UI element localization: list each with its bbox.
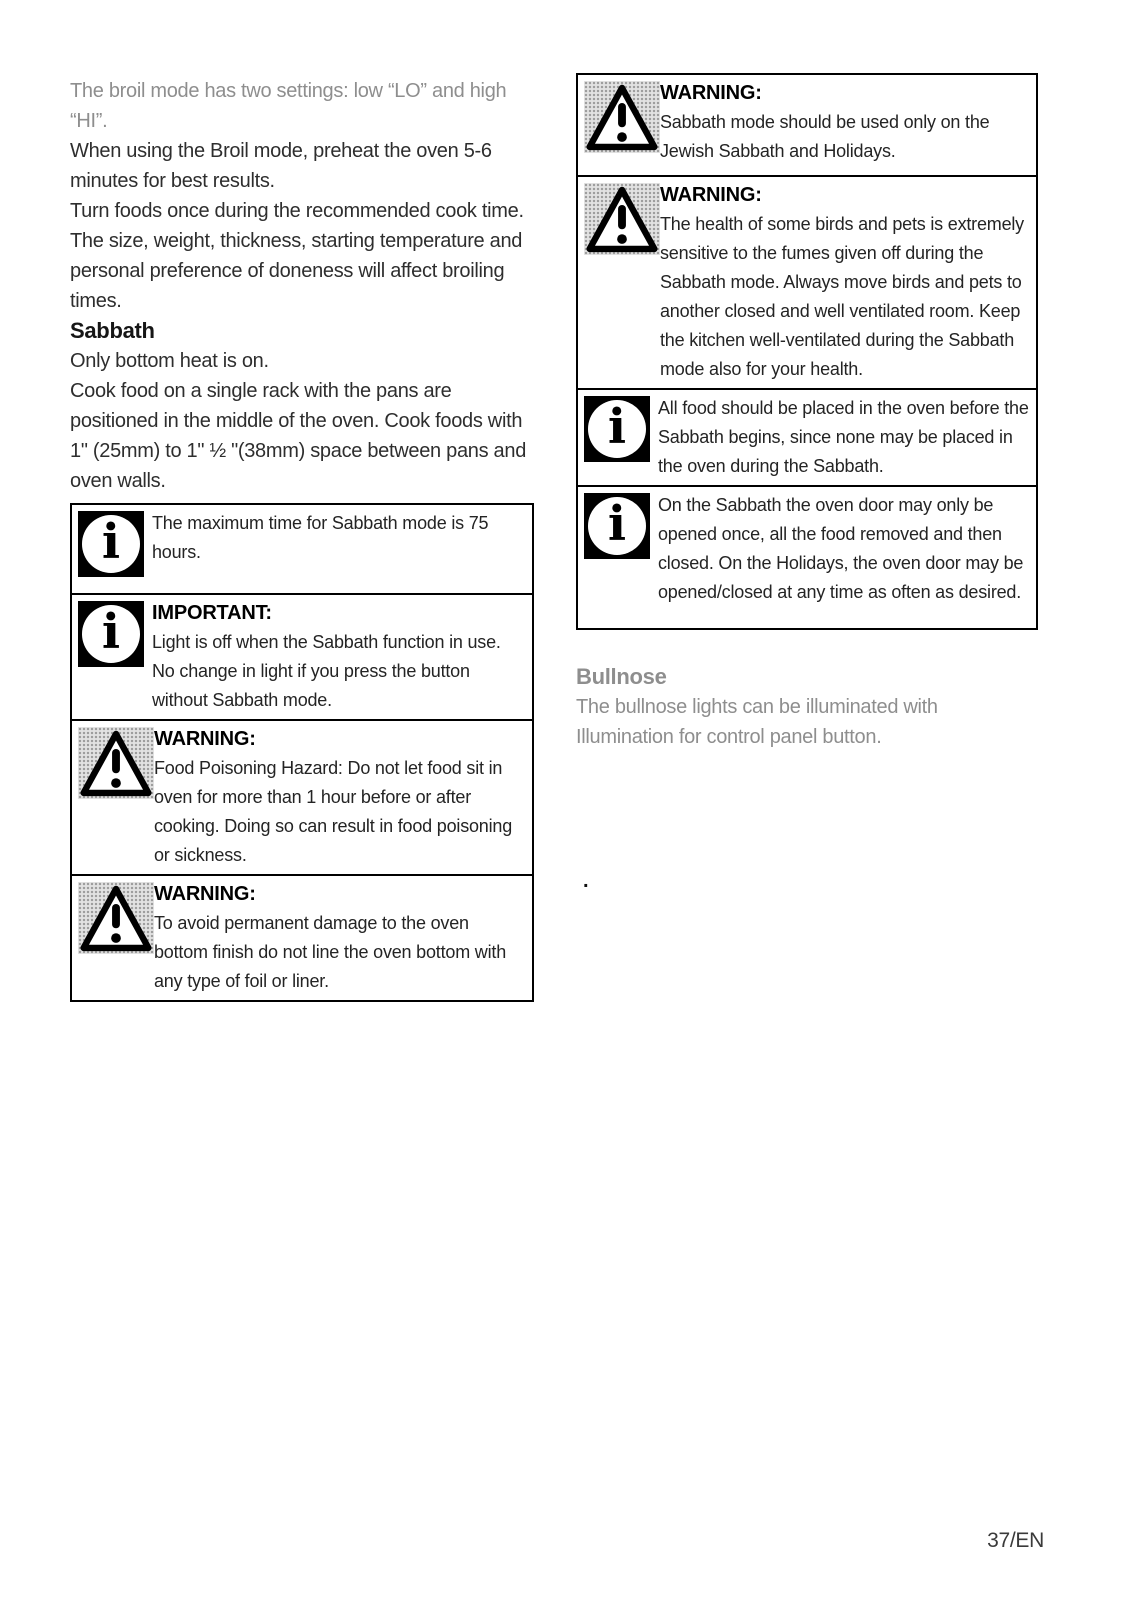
info-icon [78, 511, 144, 577]
sabbath-paragraph: Cook food on a single rack with the pans are positioned in the middle of the oven. Cook foods with 1" (25mm) to 1" ½ "(38mm) space between pans and oven walls. [70, 380, 527, 492]
info-icon-circle [588, 497, 646, 555]
warning-triangle-icon [79, 729, 153, 799]
notice-text: Food Poisoning Hazard: Do not let food sit in oven for more than 1 hour before or after cooking. Doing so can result in food poisoning or sickness. [154, 758, 513, 865]
notice-title: IMPORTANT: [152, 602, 272, 624]
warning-icon [78, 882, 154, 954]
warning-box [70, 874, 534, 1002]
broil-preheat-paragraph: When using the Broil mode, preheat the oven 5-6 minutes for best results. [70, 140, 492, 192]
right-column [576, 73, 1038, 752]
notice-body [660, 75, 1036, 175]
broil-turn-paragraph: Turn foods once during the recommended cook time. [70, 200, 524, 222]
notice-text: The maximum time for Sabbath mode is 75 hours. [152, 513, 489, 562]
notice-title: WARNING: [660, 82, 762, 104]
icon-column [72, 876, 154, 1000]
notice-text: To avoid permanent damage to the oven bottom finish do not line the oven bottom with any type of foil or liner. [154, 913, 507, 991]
info-icon [584, 396, 650, 462]
info-box [70, 593, 534, 721]
sabbath-paragraph: Only bottom heat is on. [70, 350, 269, 372]
notice-text: On the Sabbath the oven door may only be opened once, all the food removed and then closed. On the Holidays, the oven door may be opened/closed at any time as often as desired. [658, 495, 1024, 602]
info-icon [584, 493, 650, 559]
sabbath-heading: Sabbath [70, 318, 155, 343]
notice-body [660, 177, 1036, 388]
info-icon-letter: i [101, 514, 121, 570]
info-icon-circle [82, 605, 140, 663]
right-notice-stack [576, 73, 1038, 630]
icon-column [72, 721, 154, 874]
page-number: 37/EN [987, 1529, 1044, 1552]
notice-body [154, 721, 532, 874]
notice-title: WARNING: [154, 883, 256, 905]
left-notice-stack [70, 503, 534, 1002]
icon-column [578, 75, 660, 175]
info-box [70, 503, 534, 595]
warning-icon [584, 81, 660, 153]
warning-icon [584, 183, 660, 255]
broil-factors-paragraph: The size, weight, thickness, starting temperature and personal preference of doneness will affect broiling times. [70, 230, 523, 312]
warning-box [70, 719, 534, 876]
warning-icon [78, 727, 154, 799]
info-icon-circle [588, 400, 646, 458]
icon-column [72, 505, 152, 593]
broil-intro-paragraph: The broil mode has two settings: low “LO” and high “HI”. [70, 80, 507, 132]
info-icon-letter: i [101, 604, 121, 660]
warning-box [576, 73, 1038, 177]
notice-text: The health of some birds and pets is extremely sensitive to the fumes given off during the Sabbath mode. Always move birds and pets to another closed and well ventilated room. Keep the kitchen well-ventilated during the Sabbath mode also for your health. [660, 214, 1024, 379]
bullnose-paragraph: The bullnose lights can be illuminated with Illumination for control panel button. [576, 696, 938, 748]
info-icon-letter: i [607, 496, 627, 552]
notice-title: WARNING: [660, 184, 762, 206]
notice-text: Light is off when the Sabbath function in use. No change in light if you press the button without Sabbath mode. [152, 632, 501, 710]
info-icon-letter: i [607, 399, 627, 455]
warning-triangle-icon [79, 884, 153, 954]
info-icon-circle [82, 515, 140, 573]
warning-box [576, 175, 1038, 390]
info-icon [78, 601, 144, 667]
info-box [576, 388, 1038, 487]
info-box [576, 485, 1038, 630]
notice-text: Sabbath mode should be used only on the Jewish Sabbath and Holidays. [660, 112, 990, 161]
left-column [70, 76, 534, 1002]
warning-triangle-icon [585, 185, 659, 255]
stray-period-mark: . [583, 870, 589, 892]
warning-triangle-icon [585, 83, 659, 153]
notice-title: WARNING: [154, 728, 256, 750]
notice-body [154, 876, 532, 1000]
icon-column [578, 390, 658, 485]
icon-column [578, 487, 658, 628]
notice-body [152, 595, 532, 719]
bullnose-section [576, 662, 1038, 752]
notice-text: All food should be placed in the oven before the Sabbath begins, since none may be placed in the oven during the Sabbath. [658, 398, 1029, 476]
icon-column [578, 177, 660, 388]
bullnose-heading: Bullnose [576, 664, 667, 689]
icon-column [72, 595, 152, 719]
